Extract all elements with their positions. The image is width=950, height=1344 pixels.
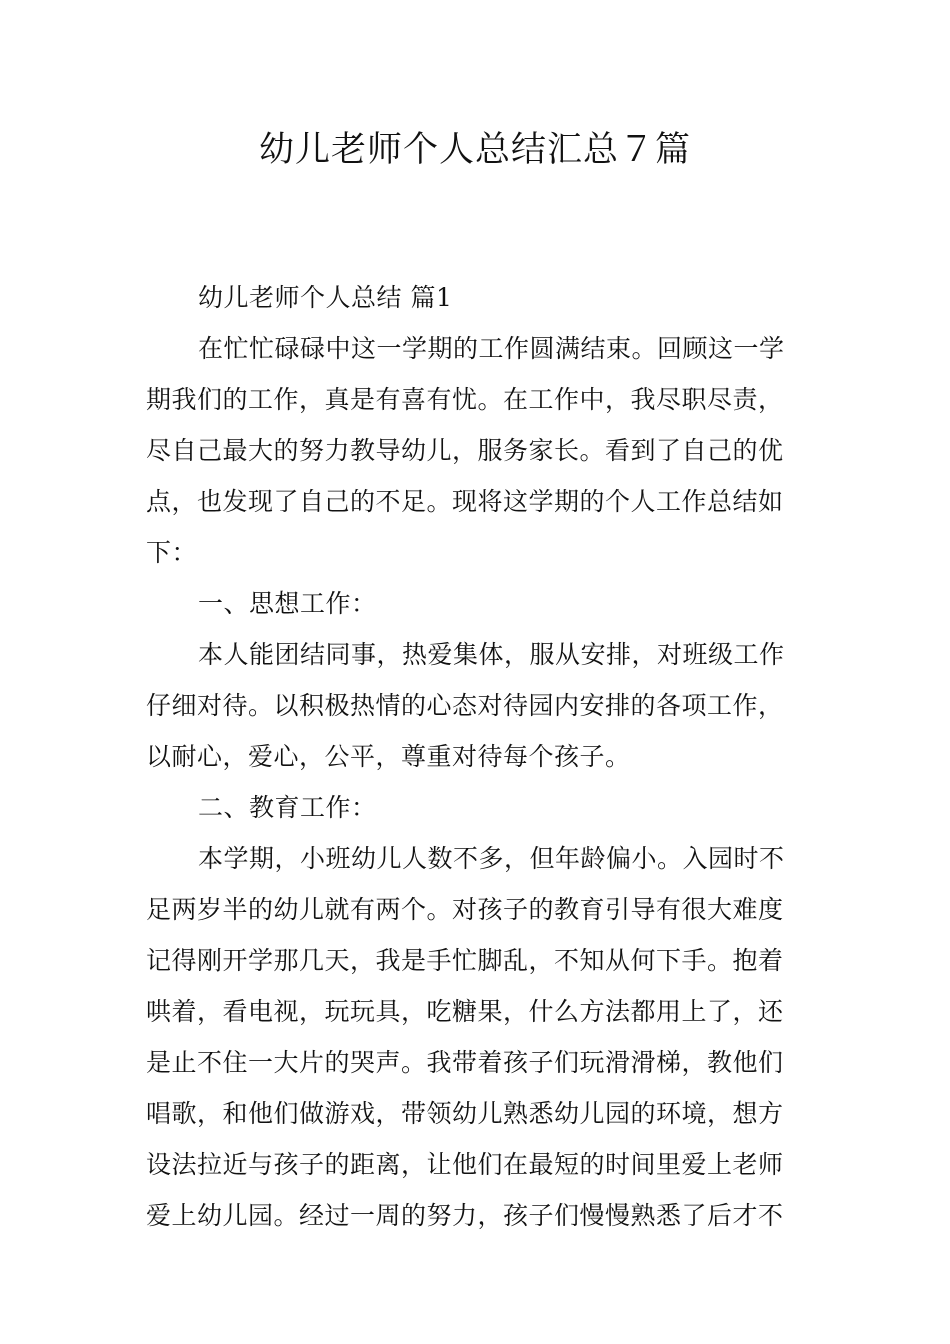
paragraph-line: 记得刚开学那几天，我是手忙脚乱，不知从何下手。抱着 [146, 946, 784, 975]
paragraph-line: 期我们的工作，真是有喜有忧。在工作中，我尽职尽责， [146, 385, 784, 414]
section-heading: 幼儿老师个人总结 篇1 [198, 283, 453, 312]
document-body [146, 272, 806, 1241]
paragraph-line: 点，也发现了自己的不足。现将这学期的个人工作总结如 [146, 487, 784, 516]
paragraph-line: 尽自己最大的努力教导幼儿，服务家长。看到了自己的优 [146, 436, 784, 465]
paragraph-line: 哄着，看电视，玩玩具，吃糖果，什么方法都用上了，还 [146, 997, 784, 1026]
paragraph-line: 下： [146, 538, 198, 567]
paragraph-line: 以耐心，爱心，公平，尊重对待每个孩子。 [146, 742, 631, 771]
document-title: 幼儿老师个人总结汇总７篇 [258, 130, 691, 170]
paragraph-line: 是止不住一大片的哭声。我带着孩子们玩滑滑梯，教他们 [146, 1048, 784, 1077]
paragraph-line: 爱上幼儿园。经过一周的努力，孩子们慢慢熟悉了后才不 [146, 1201, 784, 1230]
paragraph-line: 本人能团结同事，热爱集体，服从安排，对班级工作 [198, 640, 785, 669]
paragraph-line: 本学期，小班幼儿人数不多，但年龄偏小。入园时不 [198, 844, 785, 873]
subsection-heading: 一、思想工作： [198, 589, 377, 618]
paragraph-line: 仔细对待。以积极热情的心态对待园内安排的各项工作， [146, 691, 784, 720]
paragraph-line: 足两岁半的幼儿就有两个。对孩子的教育引导有很大难度 [146, 895, 784, 924]
subsection-heading: 二、教育工作： [198, 793, 377, 822]
paragraph-line: 唱歌，和他们做游戏，带领幼儿熟悉幼儿园的环境，想方 [146, 1099, 784, 1128]
paragraph-line: 在忙忙碌碌中这一学期的工作圆满结束。回顾这一学 [198, 334, 785, 363]
paragraph-line: 设法拉近与孩子的距离，让他们在最短的时间里爱上老师 [146, 1150, 784, 1179]
